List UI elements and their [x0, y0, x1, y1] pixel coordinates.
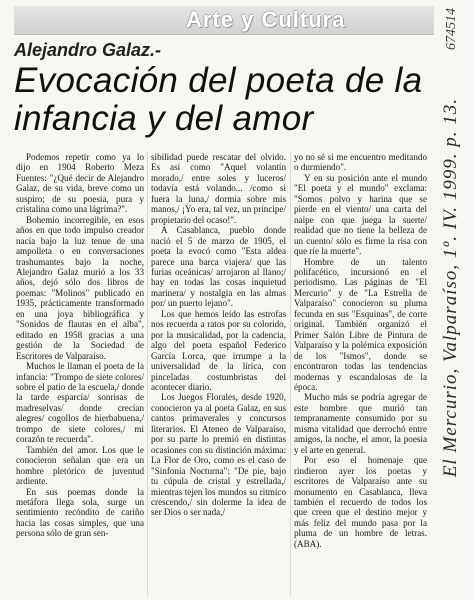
paragraph: Bohemio incorregible, en esos años en que todo impulso creador nacía bajo la luz tenue de una ampolleta o en conversaciones trashumantes bajo la noche, Alejandro Galaz murió a los 33 años, dejó sólo dos libros de poemas: "Molinos" publicado en 1935, prácticamente transformado en una joya bibliográfica y "Sonidos de flautas en el alba", editado en 1958 gracias a una gestión de la Sociedad de Escritores de Valparaíso. — [16, 214, 144, 361]
column-divider — [290, 152, 291, 596]
handwritten-source-note: El Mercurio, Valparaíso, 1º. IV. 1999. p. 13. — [440, 98, 461, 478]
author-byline: Alejandro Galaz.- — [14, 40, 162, 60]
paragraph: sibilidad puede rescatar del olvido. Es así como "Aquel volantín morado,/ entre soles y luceros/ todavía está volando... /como si fuera la luna,/ dormía sobre mis manos,/ ¡Yo era, tal vez, un príncipe/ propietario del ocaso!". — [151, 152, 286, 225]
paragraph: Los que hemos leído las estrofas nos recuerda a ratos por su colorido, por la musicalidad, por la cadencia, algo del poeta español Federico García Lorca, que irrumpe a la universalidad de la lírica, con pinceladas costumbristas del acontecer diario. — [151, 308, 286, 392]
paragraph: Por eso el homenaje que rindieron ayer los poetas y escritores de Valparaíso ante su monumento en Casablanca, lleva también el recuerdo de todos los que creen que el destino mejor y más feliz del mundo pasa por la pluma de un hombre de letras. (ABA). — [294, 455, 427, 549]
paragraph: Hombre de un talento polifacético, incursionó en el periodismo. Las páginas de "El Mercurio" y de "La Estrella de Valparaíso" conocieron su pluma fecunda en sus "Esquinas", de corte original. También organizó el Primer Salón Libre de Pintura de Valparaíso y la polémica exposición de los "Ismos", donde se encontraron todas las tendencias modernas y escandalosas de la época. — [294, 256, 427, 392]
paragraph: yo no sé si me encuentro meditando o durmiendo". — [294, 152, 427, 173]
paragraph: Mucho más se podría agregar de este hombre que murió tan tempranamente consumido por su misma vitalidad que derrochó entre amigos, la noche, el amor, la poesía y el arte en general. — [294, 392, 427, 455]
paragraph: Podemos repetir como ya lo dijo en 1904 Roberto Meza Fuentes: "¿Qué decir de Alejandro Galaz, de su vida, breve como un suspiro; de su poesía, pura y cristalina como una lágrima?". — [16, 152, 144, 215]
paragraph: A Casablanca, pueblo donde nació el 5 de marzo de 1905, el poeta la evocó como "Esta aldea parece una barca viajera/ que las furias oceánicas/ arrojaron al llano;/ hay en todas las cosas inquietud marinera/ y nostalgia en las almas por/ un puerto lejano". — [151, 225, 286, 309]
article-column-3 — [294, 152, 427, 598]
article-column-1 — [16, 152, 144, 598]
article-headline: Evocación del poeta de la infancia y del amor — [14, 61, 423, 138]
paragraph: También del amor. Los que le conocieron señalan que era un hombre pletórico de juventud ardiente. — [16, 444, 144, 487]
column-divider — [147, 152, 148, 596]
paragraph: Muchos le llaman el poeta de la infancia: "Trompo de siete colores/ sobre el patio de la escuela,/ donde la tarde esparcía/ sonrisas de madreselvas/ donde crecían alegres/ cogollos de hierbabuena,/ trompo de siete colores,/ mi corazón te recuerda". — [16, 361, 144, 445]
paragraph: En sus poemas donde la metáfora llega sola, surge un sentimiento recóndito de cariño hacia las cosas simples, que una persona sólo de gran sen- — [16, 486, 144, 539]
paragraph: Los Juegos Florales, desde 1920, conocieron ya al poeta Galaz, en sus cantos primaverales y concursos literarios. El Ateneo de Valparaíso, por su parte lo premió en distintas ocasiones con su distinción máxima: La Flor de Oro, como es el caso de "Sinfonía Nocturna": "De pie, bajo tu cúpula de cristal y estrellada,/ mientras tejen los mundos su ritmico crescendo,/ sin dolerme la idea de ser Dios o ser nada,/ — [151, 392, 286, 518]
article-column-2 — [151, 152, 286, 598]
archive-number: 674514 — [444, 8, 459, 50]
paragraph: Y en su posición ante el mundo "El poeta y el mundo" exclama: "Somos polvo y harina que se pierde en el viento/ una carta del naipe con que juega la suerte/ realidad que no tiene la belleza de un cuento/ sólo es firme la risa con que ríe la muerte". — [294, 172, 427, 257]
section-banner — [14, 6, 434, 35]
section-title: Arte y Cultura — [186, 7, 346, 32]
